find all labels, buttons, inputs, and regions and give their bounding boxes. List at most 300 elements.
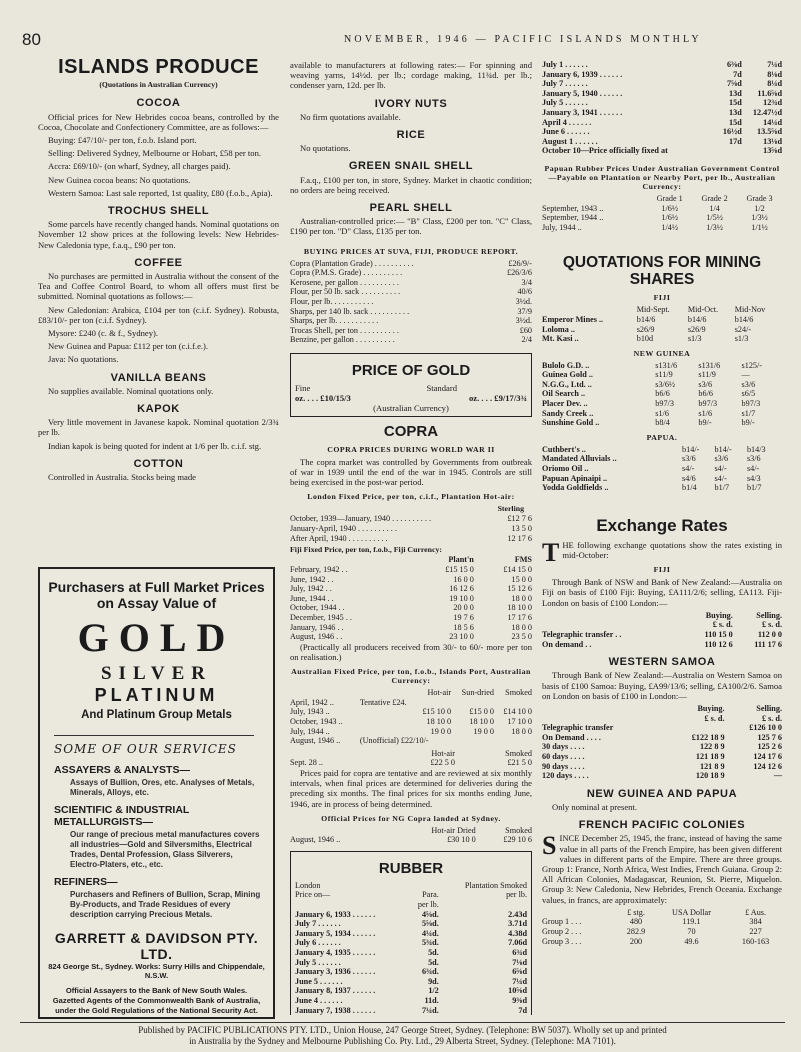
table-cell: £12 7 6	[507, 514, 532, 524]
table-cell: 18 5 6	[453, 622, 474, 632]
table-cell: Kerosene, per gallon . . . . . . . . . .	[290, 277, 399, 287]
table-cell: s131/6	[698, 360, 721, 370]
exchange-samoa-row	[542, 742, 782, 752]
table-cell: FMS	[514, 555, 532, 565]
table-cell: £ s. d.	[712, 620, 733, 630]
price-of-gold-box	[290, 353, 532, 417]
table-cell: b10d	[636, 334, 654, 344]
table-cell: July 7 . . . . . .	[542, 79, 588, 89]
table-cell: July 7 . . . . . .	[295, 919, 341, 929]
table-cell	[295, 900, 409, 910]
trochus-text: Some parcels have recently changed hands. Nominal quotations on November 12 show prices at the following levels: New Hebrides-New Caledonia type, f.a.q., £90 per ton.	[38, 219, 279, 250]
exchange-fpc-row	[542, 937, 782, 947]
rubber-cont-row	[542, 146, 782, 156]
ad-service-refiners-text: Purchasers and Refiners of Bullion, Scrap, Mining By-Products, and Trade Residues of every description carrying Precious Metals.	[70, 890, 261, 919]
table-cell: 23 10 0	[449, 632, 474, 642]
table-cell: 3½d.	[515, 297, 532, 307]
table-cell: 17d	[729, 136, 742, 146]
table-cell: £22 5 0	[430, 758, 455, 768]
table-cell: s1/6	[655, 408, 669, 418]
table-cell: 119.1	[682, 917, 701, 927]
table-cell: s4/-	[714, 473, 727, 483]
table-cell: June, 1942 . .	[290, 574, 334, 584]
table-cell: £14 15 0	[503, 564, 532, 574]
table-cell: 1/4	[709, 203, 720, 213]
table-cell: Tentative £24.	[359, 697, 407, 707]
mining-heading: QUOTATIONS FOR MINING SHARES	[562, 254, 762, 289]
table-cell: 1/2	[428, 986, 439, 996]
gold-fine-value: oz. . . . £10/15/3	[295, 393, 351, 404]
kapok-p2: Indian kapok is being quoted for indent at 1/6 per lb. c.i.f. stg.	[48, 440, 262, 451]
rubber-row	[295, 948, 527, 958]
table-cell: 30 days . . . .	[542, 742, 585, 752]
ad-services-heading: SOME OF OUR SERVICES	[54, 735, 254, 756]
table-cell: 18 10 0	[469, 716, 494, 726]
table-cell: £30 10 0	[447, 835, 476, 845]
table-cell: £60	[519, 325, 532, 335]
table-cell	[542, 908, 618, 918]
table-cell: Flour, per lb. . . . . . . . . . .	[290, 297, 374, 307]
mining-papua-row	[542, 445, 782, 455]
table-cell: 19 10 0	[449, 593, 474, 603]
table-cell: £29 10 6	[503, 835, 532, 845]
table-cell: 7⅝d	[726, 79, 742, 89]
table-cell: s4/-	[714, 464, 727, 474]
table-cell: 16 12 6	[449, 584, 474, 594]
rubber-cont-row	[542, 79, 782, 89]
table-cell: October 10—Price officially fixed at	[542, 146, 668, 156]
table-cell: b97/3	[698, 399, 718, 409]
table-cell: per lb.	[417, 900, 439, 910]
table-cell: 5d.	[428, 948, 439, 958]
table-cell: Copra (Plantation Grade) . . . . . . . . . .	[290, 258, 414, 268]
table-cell: Buying.	[697, 704, 725, 714]
table-cell: 13 5 0	[511, 524, 532, 533]
table-cell: 124 17 6	[753, 751, 782, 761]
table-cell: 4.38d	[508, 928, 527, 938]
copra-heading: COPRA	[383, 422, 439, 440]
table-cell: £ stg.	[627, 907, 645, 917]
table-cell: 19 0 0	[430, 726, 452, 736]
table-cell: September, 1943 ..	[542, 203, 604, 213]
table-cell: On Demand . . . .	[542, 732, 601, 742]
ad-address: 824 George St., Sydney. Works: Surry Hills and Chippendale, N.S.W.	[48, 962, 265, 980]
table-cell: Loloma ..	[542, 324, 575, 334]
rubber-heading: RUBBER	[378, 859, 444, 877]
table-cell: 7¼d	[512, 976, 527, 986]
rubber-cont-row	[542, 60, 782, 70]
table-cell: Mid-Sept.	[636, 305, 670, 315]
table-cell: 40/6	[517, 287, 532, 297]
table-cell: 8¼d	[767, 79, 782, 89]
table-cell: April, 1942 ..	[290, 697, 334, 707]
copra-sterling-label: Sterling	[497, 504, 524, 514]
copra-fiji-row	[290, 603, 532, 613]
table-cell: Group 1 . . .	[542, 917, 582, 927]
rubber-continued-table	[542, 60, 782, 156]
copra-aus-row	[290, 717, 532, 727]
pearl-text: Australian-controlled price:— "B" Class, £200 per ton. "C" Class, £190 per ton. "D" Class, £135 per ton.	[290, 216, 532, 237]
table-cell: Grade 2	[701, 193, 728, 203]
table-cell: July 1 . . . . . .	[542, 60, 588, 69]
footer-line-1: Published by PACIFIC PUBLICATIONS PTY. LTD., Union House, 247 George Street, Sydney. (Telephone: BW 5037). Wholly set up and printed	[138, 1025, 667, 1035]
table-cell: s1/6	[698, 408, 713, 418]
table-cell: Copra (P.M.S. Grade) . . . . . . . . . .	[290, 268, 403, 278]
table-cell: b14/3	[746, 444, 766, 454]
table-cell: s1/3	[734, 334, 749, 344]
table-cell: January 4, 1935 . . . . . .	[295, 948, 376, 958]
mining-papua-table	[542, 445, 782, 493]
exchange-samoa-row	[542, 723, 782, 733]
table-cell: Telegraphic transfer	[542, 723, 614, 733]
table-cell: b9/-	[698, 418, 712, 428]
table-cell: 20 0 0	[453, 603, 474, 613]
table-cell: August 1 . . . . . .	[542, 136, 598, 146]
table-cell: £15 0 0	[469, 707, 494, 717]
table-cell: 7¼d	[767, 60, 782, 69]
table-cell: s3/6	[741, 379, 756, 389]
table-cell: £26/3/6	[506, 268, 532, 278]
cocoa-selling: Selling: Delivered Sydney, Melbourne or Hobart, £58 per ton.	[48, 148, 262, 159]
table-cell: 1/3½	[751, 213, 768, 223]
exchange-samoa-row	[542, 752, 782, 762]
ad-platinum: PLATINUM	[94, 685, 219, 705]
table-cell: 4⅝d.	[421, 909, 439, 919]
vanilla-text: No supplies available. Nominal quotations only.	[48, 385, 214, 396]
table-cell: January 3, 1941 . . . . . .	[542, 107, 623, 117]
table-cell: 12.47½d	[752, 107, 782, 117]
table-cell	[542, 305, 637, 315]
table-cell: Cuthbert's ..	[542, 444, 586, 454]
table-cell: 14¼d	[763, 117, 782, 127]
table-cell: February, 1942 . .	[290, 564, 348, 574]
copra-aus-row	[290, 736, 532, 746]
table-cell: 1/3½	[706, 222, 723, 232]
table-cell: 15 12 6	[507, 584, 532, 594]
table-cell: 9⅜d	[512, 996, 527, 1006]
table-cell: 16 0 0	[453, 574, 474, 584]
table-cell: Sharps, per lb. . . . . . . . . . .	[290, 316, 379, 326]
copra-aus-heading: Australian Fixed Price, per ton, f.o.b., Islands Port, Australian Currency:	[291, 667, 531, 686]
exchange-intro-text: HE following exchange quotations show the rates existing in mid-October:	[562, 539, 782, 561]
table-cell: Telegraphic transfer . .	[542, 630, 622, 640]
table-cell: 13d	[729, 107, 742, 117]
rubber-row	[295, 910, 527, 920]
table-cell: 19 7 6	[453, 612, 474, 622]
table-cell: £15 10 0	[422, 707, 452, 717]
copra-sept-row	[290, 758, 532, 768]
vanilla-heading: VANILLA BEANS	[110, 371, 207, 384]
rubber-cont-row	[542, 89, 782, 99]
table-cell: (Unofficial) £22/10/-	[359, 736, 429, 746]
table-cell: September, 1944 ..	[542, 213, 604, 223]
rubber-row	[295, 1006, 527, 1016]
table-cell	[667, 723, 724, 733]
mining-papua-label: PAPUA.	[646, 432, 678, 442]
ad-service-refiners-title: REFINERS—	[54, 876, 118, 888]
table-cell: 60 days . . . .	[542, 751, 585, 761]
ad-platinum-group: And Platinum Group Metals	[81, 709, 232, 721]
table-cell: Para.	[422, 890, 439, 900]
exchange-ngp-text: Only nominal at present.	[552, 801, 637, 812]
copra-fiji-heading: Fiji Fixed Price, per ton, f.o.b., Fiji Currency:	[290, 545, 442, 555]
ad-service-metallurgists-text: Our range of precious metal manufactures covers all industries—Gold and Silversmiths, Electrical Trades, Dental Profession, Glass Silverers, Electro-Platers, etc., etc.	[70, 830, 260, 869]
table-cell: 11.6⅝d	[757, 88, 782, 98]
table-cell: 1/6½	[661, 213, 678, 223]
rubber-cont-row	[542, 70, 782, 80]
table-cell: Yodda Goldfields ..	[542, 483, 609, 493]
suva-price-table	[290, 259, 532, 345]
table-cell: 4¼d.	[421, 928, 439, 938]
papuan-row	[542, 213, 782, 223]
papuan-row	[542, 194, 782, 204]
table-cell: b97/3	[655, 399, 674, 409]
copra-london-row	[290, 524, 532, 534]
mining-ng-row	[542, 370, 782, 380]
table-cell: s1/3	[687, 334, 702, 344]
table-cell: Placer Dev. ..	[542, 399, 588, 409]
table-cell: July, 1943 ..	[290, 707, 330, 717]
table-cell: £122 18 9	[691, 732, 725, 742]
snail-text: F.a.q., £100 per ton, in store, Sydney. Market in chaotic condition; no orders are being received.	[290, 174, 532, 195]
copra-fiji-row	[290, 584, 532, 594]
copra-london-row	[290, 514, 532, 524]
table-cell: 120 18 9	[695, 771, 725, 781]
table-cell: b6/6	[655, 389, 670, 399]
table-cell: £26/9/-	[508, 258, 532, 268]
table-cell	[409, 881, 439, 891]
table-cell: Grade 3	[746, 193, 773, 203]
mining-fiji-row	[542, 315, 782, 325]
table-cell: Price on—	[295, 890, 331, 900]
table-cell: 17 17 6	[507, 612, 532, 622]
table-cell: January 5, 1934 . . . . . .	[295, 928, 376, 938]
copra-aus-row	[290, 727, 532, 737]
table-cell: —	[773, 771, 782, 781]
table-cell: 1/1½	[751, 222, 768, 232]
currency-subtitle: (Quotations in Australian Currency)	[99, 80, 218, 90]
suva-row	[290, 326, 532, 336]
table-cell: January, 1946 . .	[290, 622, 344, 632]
table-cell: Sandy Creek ..	[542, 408, 594, 418]
suva-row	[290, 268, 532, 278]
table-cell: January 3, 1936 . . . . . .	[295, 967, 376, 977]
table-cell: Flour, per 50 lb. sack . . . . . . . . . .	[290, 287, 401, 297]
copra-ng-heading: Official Prices for NG Copra landed at Sydney.	[321, 813, 501, 823]
exchange-fpc-row	[542, 917, 782, 927]
rubber-table	[295, 881, 527, 1015]
gold-standard-label: Standard	[426, 382, 457, 393]
table-cell: December, 1945 . .	[290, 612, 352, 622]
copra-fiji-row	[290, 555, 532, 565]
table-cell	[542, 611, 683, 621]
table-cell	[716, 146, 742, 156]
ad-gold: GOLD	[77, 615, 236, 660]
ivory-text: No firm quotations available.	[300, 111, 401, 122]
table-cell: £ s. d.	[704, 713, 725, 723]
table-cell: Guinea Gold ..	[542, 370, 593, 380]
table-cell: b8/4	[655, 418, 670, 428]
copra-fiji-row	[290, 632, 532, 642]
table-cell: s11/9	[698, 370, 716, 380]
table-cell: 19 0 0	[473, 726, 494, 736]
table-cell: N.G.G., Ltd. ..	[542, 379, 592, 389]
exchange-samoa-text: Through Bank of New Zealand:—Australia on Western Samoa on basis of £100 Samoa: Buying, £A99/13/6; selling, £A100/2/6. Samoa on London on basis of £100 in London:—	[542, 670, 782, 701]
trochus-heading: TROCHUS SHELL	[107, 205, 210, 218]
suva-row	[290, 307, 532, 317]
copra-ng-table	[290, 826, 532, 845]
table-cell: per lb.	[506, 890, 527, 900]
table-cell: June, 1944 . .	[290, 593, 334, 603]
rubber-row	[295, 977, 527, 987]
table-cell: October, 1944 . .	[290, 603, 345, 613]
table-cell: Hot-air	[431, 748, 455, 758]
table-cell: Mt. Kasi ..	[542, 334, 579, 344]
papuan-rubber-table	[542, 194, 782, 232]
table-cell: August, 1946 . .	[290, 632, 343, 642]
table-cell: 110 15 0	[704, 630, 733, 640]
exchange-fiji-label: FIJI	[653, 565, 671, 575]
ad-service-metallurgists-title: SCIENTIFIC & INDUSTRIAL METALLURGISTS—	[54, 804, 190, 828]
table-cell: 6⅜d	[726, 60, 742, 69]
suva-heading: BUYING PRICES AT SUVA, FIJI, PRODUCE REPORT.	[303, 246, 519, 256]
table-cell: Emperor Mines ..	[542, 314, 604, 324]
table-cell: Plantation Smoked	[464, 880, 527, 890]
table-cell: 112 0 0	[757, 630, 782, 640]
column-right	[542, 60, 782, 946]
copra-war-heading: COPRA PRICES DURING WORLD WAR II	[327, 444, 495, 454]
table-cell: s3/6	[682, 454, 696, 464]
gold-heading: PRICE OF GOLD	[351, 361, 471, 379]
exchange-dropcap: T	[542, 537, 560, 567]
table-cell: 18 10 0	[507, 603, 532, 613]
table-cell: June 4 . . . . . .	[295, 996, 343, 1006]
table-cell: 16½d	[722, 127, 742, 137]
exchange-samoa-row	[542, 704, 782, 714]
table-cell	[542, 704, 667, 714]
suva-row	[290, 297, 532, 307]
table-cell: £15 15 0	[445, 564, 474, 574]
table-cell: Selling.	[756, 610, 782, 620]
coffee-p5: Java: No quotations.	[48, 354, 119, 365]
table-cell: Sunshine Gold ..	[542, 418, 600, 428]
table-cell: 6¾d	[512, 948, 527, 958]
table-cell: October, 1943 ..	[290, 716, 343, 726]
table-cell: Hot-air Dried	[431, 825, 476, 835]
copra-sept-row	[290, 749, 532, 759]
rubber-row	[295, 881, 527, 891]
table-cell: 90 days . . . .	[542, 761, 585, 771]
exchange-samoa-label: WESTERN SAMOA	[608, 656, 716, 669]
exchange-fiji-row	[542, 620, 782, 630]
table-cell: 23 5 0	[511, 632, 532, 642]
table-cell: April 4 . . . . . .	[542, 117, 592, 127]
table-cell: 18 10 0	[426, 716, 452, 726]
table-cell	[290, 555, 416, 565]
mining-ng-row	[542, 389, 782, 399]
table-cell: June 6 . . . . . .	[542, 127, 590, 137]
rubber-row	[295, 996, 527, 1006]
table-cell: 1/2	[754, 203, 765, 213]
kapok-p1: Very little movement in Javanese kapok. Nominal quotation 2/3¾ per lb.	[38, 417, 279, 438]
mining-ng-row	[542, 409, 782, 419]
table-cell: On demand . .	[542, 639, 592, 649]
gold-fine-label: Fine	[295, 382, 311, 393]
islands-produce-title: ISLANDS PRODUCE	[58, 56, 259, 78]
copra-review-note: Prices paid for copra are tentative and are reviewed at six monthly intervals, when final prices are determined for deliveries during the preceding six months. The final prices for six months ending June, 1946, are in process of being determined.	[290, 767, 532, 809]
copra-intro: The copra market was controlled by Governments from outbreak of war in 1939 until the end of the war in 1945. Controls are still being exercised in the post-war period.	[290, 456, 532, 487]
table-cell: 7d	[518, 1005, 527, 1015]
table-cell: 121 18 9	[695, 751, 725, 761]
column-left	[38, 56, 279, 485]
table-cell: Oil Search ..	[542, 389, 586, 399]
table-cell	[542, 714, 667, 724]
table-cell: 15d	[729, 98, 742, 108]
table-cell: s4/3	[746, 473, 761, 483]
suva-row	[290, 259, 532, 269]
table-cell: 12 17 6	[507, 533, 532, 543]
rubber-row	[295, 919, 527, 929]
table-cell: Papuan Apinaipi ..	[542, 473, 608, 483]
table-cell: 3½d.	[515, 316, 532, 326]
garrett-davidson-advertisement	[38, 567, 275, 1019]
table-cell: 384	[749, 917, 762, 927]
table-cell: 12¾d	[763, 98, 782, 108]
table-cell	[542, 194, 647, 204]
table-cell: August, 1946 ..	[290, 835, 341, 845]
table-cell: 7⅛d	[512, 957, 527, 967]
mining-fiji-row	[542, 305, 782, 315]
table-cell: 282.9	[626, 926, 646, 936]
mining-fiji-row	[542, 325, 782, 335]
coffee-p4: New Guinea and Papua: £112 per ton (c.i.f.e.).	[48, 341, 209, 352]
table-cell: January 5, 1940 . . . . . .	[542, 88, 623, 98]
table-cell: 13⅝d	[763, 146, 782, 156]
cocoa-new-guinea: New Guinea cocoa beans: No quotations.	[48, 174, 191, 185]
copra-fiji-row	[290, 613, 532, 623]
table-cell: 480	[629, 917, 643, 927]
mining-fiji-row	[542, 334, 782, 344]
table-cell: 2.43d	[508, 909, 527, 919]
table-cell: b14/6	[734, 314, 754, 324]
exchange-samoa-row	[542, 733, 782, 743]
table-cell: 124 12 6	[753, 761, 782, 771]
table-cell: October, 1939—January, 1940 . . . . . . . . . .	[290, 514, 432, 524]
rubber-row	[295, 986, 527, 996]
table-cell: b1/4	[682, 483, 697, 493]
table-cell: 3/4	[521, 277, 532, 287]
coffee-heading: COFFEE	[134, 256, 183, 269]
pearl-heading: PEARL SHELL	[369, 202, 453, 215]
rubber-box	[290, 851, 532, 1015]
rubber-cont-row	[542, 118, 782, 128]
copra-australian-table	[290, 688, 532, 746]
rice-text: No quotations.	[300, 143, 351, 154]
cotton-heading: COTTON	[133, 457, 184, 470]
rice-heading: RICE	[396, 129, 426, 142]
copra-aus-row	[290, 707, 532, 717]
table-cell: b14/6	[687, 314, 707, 324]
table-cell: 2/4	[521, 335, 532, 345]
table-cell: 11d.	[424, 996, 439, 1006]
copra-fiji-row	[290, 594, 532, 604]
cotton-continued: available to manufacturers at following rates:— For spinning and weaving yarns, 14½d. per lb.; cordage making, 11¾d. per lb.; condenser yarn, 12d. per lb.	[290, 60, 532, 91]
table-cell: Sun-dried	[461, 688, 494, 698]
table-cell: s3/6	[698, 379, 713, 389]
exchange-fpc-row	[542, 908, 782, 918]
table-cell: 227	[749, 926, 762, 936]
rubber-cont-row	[542, 127, 782, 137]
